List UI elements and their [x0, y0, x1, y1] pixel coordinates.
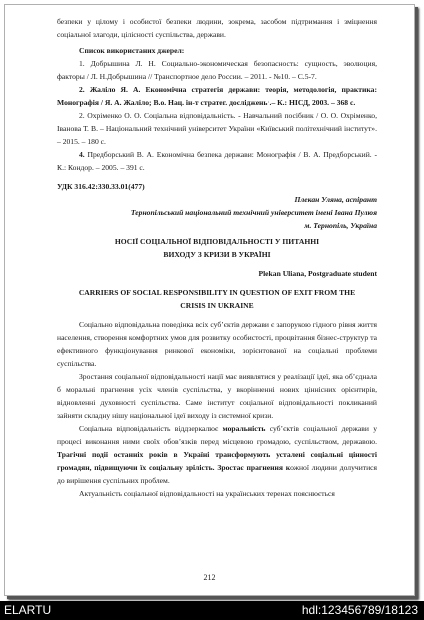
document-page	[4, 4, 415, 596]
footer-bar	[0, 601, 424, 620]
emphasis-text: Трагічні події останніх років в Україні трансформують усталені соціальні цінності громадян, підвищуючи їх соціальну зрілість. Зростає прагнення к	[57, 450, 377, 472]
body-paragraph: Соціально відповідальна поведінка всіх суб’єктів держави є запорукою гідного рівня життя населення, створення комфортних умов для розвитку особистості, процвітання бізнес-структур та ефективного функціонування ринкової економіки, зорієнтованої на соціальні проблеми суспільства.	[57, 320, 377, 368]
page-number: 212	[203, 573, 216, 582]
repository-label: ELARTU	[4, 603, 52, 617]
reference-item	[57, 148, 377, 174]
article-title-en: CARRIERS OF SOCIAL RESPONSIBILITY IN QUESTION OF EXIT FROM THE	[78, 288, 356, 297]
body-paragraph: Зростання соціальної відповідальності нації має виявлятися у реалізації ідеї, яка об’єднала б моральні прагнення усіх членів суспільства, у вкорінненні нових ціннісних орієнтирів, відновленні духовності суспільства. Саме інститут соціальної відповідальності покликаний зайняти складну нішу національної ідеї виходу із системної кризи.	[57, 372, 377, 420]
previous-section-text: безпеки у цілому і особистої безпеки людини, зокрема, засобом підтримання і зміцнення соціальної злагоди, цілісності суспільства, держави.	[57, 17, 377, 39]
reference-text: Добрышина Л. Н. Социально-экономическая безопасность: сущность, эволюция, факторы / Л. Н.Добрышина // Транспортное дело России. – 2011. - №10. – С.5-7.	[57, 59, 377, 81]
article-title-ua-line2: ВИХОДУ З КРИЗИ В УКРАЇНІ	[163, 250, 271, 259]
emphasis-text: моральність	[222, 424, 266, 433]
reference-number: 2.	[79, 111, 85, 120]
reference-text: Охріменко О. О. Соціальна відповідальність. - Навчальний посібник / О. О. Охріменко, Іванова Т. В. – Національний технічний університет України «Київський політехнічний інститут». – 2015. – 180 с.	[57, 111, 377, 146]
author-ua: Плекан Уляна, аспірант	[294, 195, 377, 204]
body-paragraph	[57, 422, 377, 487]
page-content	[57, 15, 377, 500]
article-title-en-line2: CRISIS IN UKRAINE	[180, 301, 254, 310]
reference-text: Жаліло Я. А. Економічна стратегія держави: теорія, методологія, практика: Монографія / Я. А. Жаліло; В.о. Нац. ін-т стратег. дослідженьˑ.– К.: НІСД, 2003. – 368 с.	[57, 85, 377, 107]
paragraph-fragment: Соціальна відповідальність віддзеркалює	[79, 424, 223, 433]
reference-number: 2.	[79, 85, 85, 94]
reference-item	[57, 57, 377, 83]
paragraph-fragment: ожної людини долучитися до вирішення суспільних проблем.	[57, 463, 378, 485]
paragraph-fragment: суб’єктів соціальної держави у процесі виконання ними своїх обов’язків перед місцевою громадою, суспільством, державою.	[57, 424, 377, 446]
reference-number: 1.	[79, 59, 85, 68]
references-title: Список використаних джерел:	[79, 46, 185, 55]
location-ua: м. Тернопіль, Україна	[304, 221, 377, 230]
author-en: Plekan Uliana, Postgraduate student	[258, 269, 377, 278]
handle-identifier: hdl:123456789/18123	[301, 603, 418, 617]
body-paragraph: Актуальність соціальної відповідальності на українських теренах пояснюється	[79, 489, 335, 498]
affiliation-ua: Тернопільський національний технічний університет імені Івана Пулюя	[130, 208, 377, 217]
reference-number: 4.	[79, 150, 85, 159]
reference-text: Предборський В. А. Економічна безпека держави: Монографія / В. А. Предборський. - К.: Кондор. – 2005. – 391 с.	[57, 150, 377, 172]
reference-item	[57, 109, 377, 148]
reference-item	[57, 83, 377, 109]
article-title-ua: НОСІЇ СОЦІАЛЬНОЇ ВІДПОВІДАЛЬНОСТІ У ПИТАННІ	[114, 237, 320, 246]
udc-code: УДК 316.42:330.33.01(477)	[57, 182, 145, 191]
